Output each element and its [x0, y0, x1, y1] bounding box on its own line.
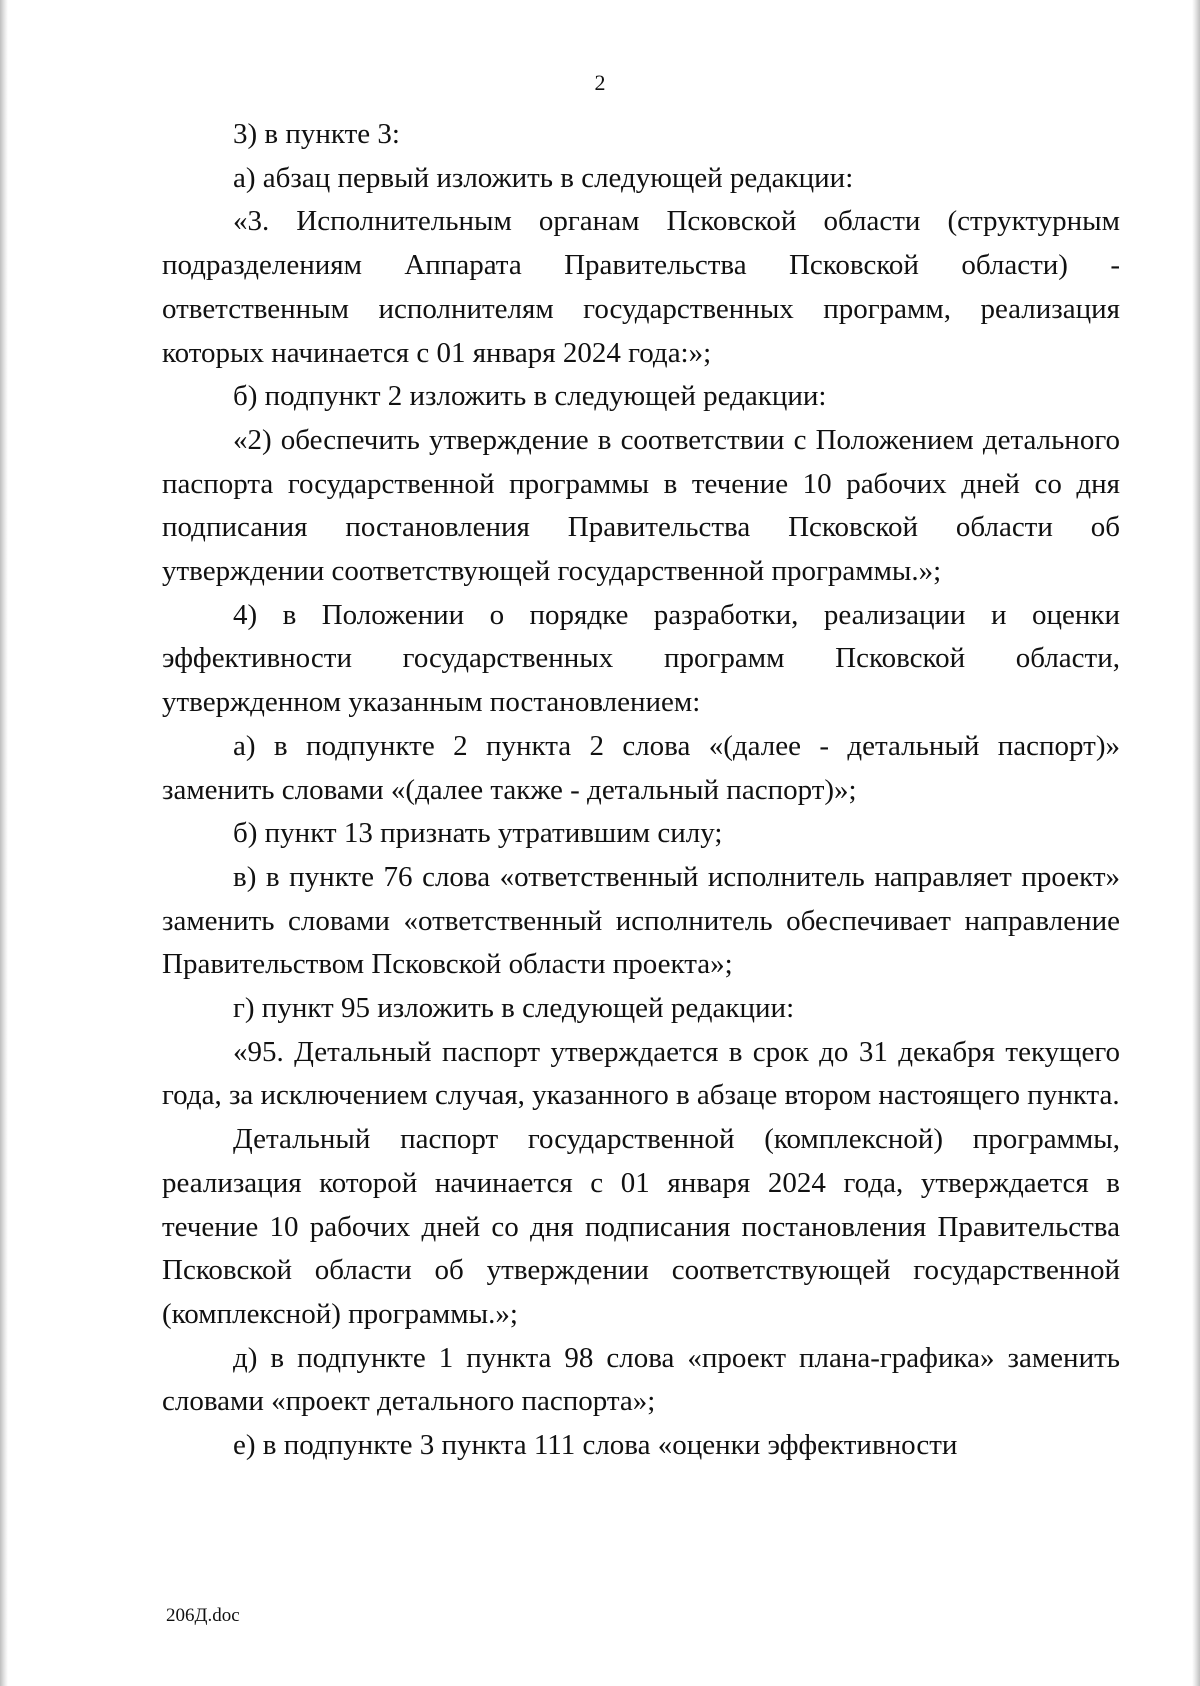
- paragraph: 4) в Положении о порядке разработки, реализации и оценки эффективности государственных программ Псковской области, утвержденном указанным постановлением:: [162, 598, 1120, 719]
- paragraph: 3) в пункте 3:: [233, 118, 400, 150]
- footer-filename: 206Д.doc: [166, 1605, 240, 1626]
- paragraph: Детальный паспорт государственной (комплексной) программы, реализация которой начинается с 01 января 2024 года, утверждается в течение 10 рабочих дней со дня подписания постановления Правительства Псковской области об утверждении соответствующей государственной (комплексной) программы.»;: [162, 1123, 1120, 1330]
- paragraph: д) в подпункте 1 пункта 98 слова «проект плана-графика» заменить словами «проект детального паспорта»;: [162, 1341, 1120, 1418]
- paragraph: «3. Исполнительным органам Псковской области (структурным подразделениям Аппарата Правительства Псковской области) - ответственным исполнителям государственных программ, реализация которых начинается с 01 января 2024 года:»;: [162, 205, 1120, 369]
- paragraph: «95. Детальный паспорт утверждается в срок до 31 декабря текущего года, за исключением случая, указанного в абзаце втором настоящего пункта.: [162, 1035, 1120, 1112]
- paragraph: б) пункт 13 признать утратившим силу;: [233, 817, 723, 850]
- paragraph: а) в подпункте 2 пункта 2 слова «(далее - детальный паспорт)» заменить словами «(далее также - детальный паспорт)»;: [162, 729, 1120, 806]
- paragraph: е) в подпункте 3 пункта 111 слова «оценки эффективности: [233, 1429, 958, 1462]
- document-body: [162, 113, 1120, 1468]
- paragraph: б) подпункт 2 изложить в следующей редакции:: [233, 380, 827, 413]
- scan-edge-left: [0, 0, 8, 1686]
- page-number: 2: [594, 70, 606, 95]
- paragraph: «2) обеспечить утверждение в соответствии с Положением детального паспорта государственной программы в течение 10 рабочих дней со дня подписания постановления Правительства Псковской области об утверждении соответствующей государственной программы.»;: [162, 423, 1120, 588]
- paragraph: а) абзац первый изложить в следующей редакции:: [233, 161, 854, 194]
- paragraph: г) пункт 95 изложить в следующей редакции:: [233, 992, 795, 1025]
- scan-edge-right: [1192, 0, 1200, 1686]
- paragraph: в) в пункте 76 слова «ответственный исполнитель направляет проект» заменить словами «ответственный исполнитель обеспечивает направление Правительством Псковской области проекта»;: [162, 860, 1120, 981]
